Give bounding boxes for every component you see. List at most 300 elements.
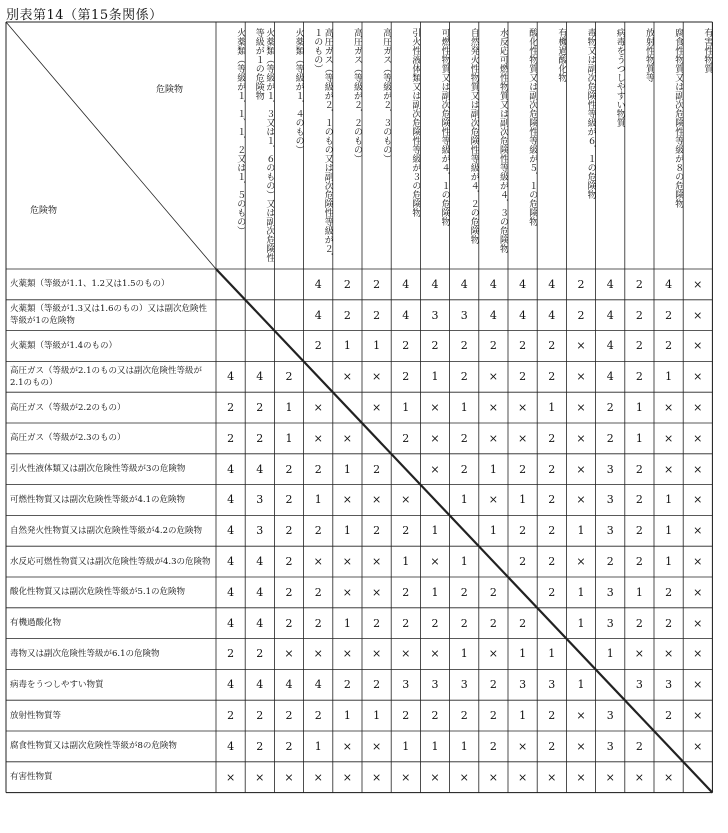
table-cell: ×	[576, 770, 586, 784]
corner-left-label: 危険物	[30, 206, 58, 216]
row-label: 火薬類（等級が1.4のもの）	[10, 340, 118, 351]
table-cell: 2	[635, 339, 643, 353]
table-cell: 3	[519, 678, 527, 692]
table-cell: 4	[227, 370, 235, 384]
table-cell	[420, 485, 449, 516]
table-cell: ×	[430, 401, 440, 415]
table-cell: 2	[285, 709, 293, 723]
table-cell: 1	[635, 431, 643, 445]
column-header: 火薬類（等級が１．１、１．２又は１．５のもの）	[235, 28, 246, 235]
table-cell: 1	[519, 493, 527, 507]
table-cell: 2	[635, 308, 643, 322]
table-cell: 1	[431, 370, 439, 384]
table-cell: ×	[430, 555, 440, 569]
table-cell: 1	[431, 739, 439, 753]
table-cell: ×	[430, 462, 440, 476]
table-cell: 2	[489, 678, 497, 692]
column-header: 有害性物質	[702, 28, 713, 73]
table-cell: 4	[227, 678, 235, 692]
table-cell	[216, 300, 245, 331]
table-cell: 4	[606, 370, 614, 384]
table-cell: 4	[606, 277, 614, 291]
table-cell: 1	[548, 401, 556, 415]
table-cell: 2	[373, 462, 381, 476]
table-cell: ×	[576, 401, 586, 415]
table-cell: 4	[519, 277, 527, 291]
table-cell: ×	[693, 431, 703, 445]
table-cell: 1	[314, 493, 322, 507]
table-cell: ×	[488, 401, 498, 415]
table-cell	[245, 300, 274, 331]
table-cell: ×	[488, 770, 498, 784]
table-cell: 3	[606, 462, 614, 476]
table-cell: 4	[519, 308, 527, 322]
row-label: 引火性液体類又は副次危険性等級が3の危険物	[10, 464, 186, 475]
table-cell: ×	[488, 370, 498, 384]
table-cell	[508, 577, 537, 608]
table-cell: 2	[519, 370, 527, 384]
table-cell: ×	[693, 616, 703, 630]
table-cell: 4	[256, 555, 264, 569]
table-cell: ×	[693, 678, 703, 692]
table-cell: 3	[431, 308, 439, 322]
table-cell: 2	[548, 339, 556, 353]
table-cell: 1	[402, 555, 410, 569]
table-cell: 2	[256, 709, 264, 723]
table-cell	[596, 669, 625, 700]
page-title: 別表第14（第15条関係）	[6, 8, 163, 23]
table-cell: ×	[313, 647, 323, 661]
table-cell: ×	[342, 370, 352, 384]
table-cell: 2	[548, 739, 556, 753]
table-cell: ×	[693, 524, 703, 538]
table-cell: ×	[693, 462, 703, 476]
row-label: 病毒をうつしやすい物質	[10, 679, 104, 690]
table-cell: 1	[460, 739, 468, 753]
table-cell: 4	[256, 678, 264, 692]
table-cell: 2	[256, 739, 264, 753]
row-label: 有機過酸化物	[10, 618, 62, 629]
table-cell: 4	[227, 585, 235, 599]
table-cell: 3	[460, 308, 468, 322]
table-cell: 2	[460, 585, 468, 599]
table-cell: ×	[255, 770, 265, 784]
column-header: 毒物又は副次危険性等級が６．１の危険物	[585, 28, 596, 199]
table-cell: 2	[548, 370, 556, 384]
table-cell: 2	[635, 616, 643, 630]
table-cell: 3	[606, 709, 614, 723]
table-cell: 1	[343, 709, 351, 723]
row-label: 有害性物質	[10, 772, 53, 783]
table-cell: 2	[548, 585, 556, 599]
table-cell: 1	[285, 401, 293, 415]
table-cell	[333, 392, 362, 423]
table-cell: ×	[401, 647, 411, 661]
table-cell: 3	[402, 678, 410, 692]
table-cell: 2	[606, 401, 614, 415]
table-cell: 4	[227, 555, 235, 569]
table-cell: 3	[665, 678, 673, 692]
table-cell: 2	[431, 616, 439, 630]
table-cell: 2	[227, 647, 235, 661]
table-cell: 1	[635, 401, 643, 415]
table-cell: 2	[314, 462, 322, 476]
table-cell: 1	[489, 524, 497, 538]
table-cell: 1	[402, 739, 410, 753]
table-cell: 4	[314, 308, 322, 322]
table-cell: ×	[342, 493, 352, 507]
table-cell: 2	[665, 308, 673, 322]
table-cell	[274, 269, 303, 300]
table-cell: 2	[343, 277, 351, 291]
table-cell: 2	[285, 462, 293, 476]
row-label: 毒物又は副次危険性等級が6.1の危険物	[10, 648, 160, 659]
table-cell: 2	[373, 308, 381, 322]
table-cell: 3	[431, 678, 439, 692]
column-header: 病毒をうつしやすい物質	[614, 28, 625, 127]
table-cell: 2	[606, 431, 614, 445]
table-cell: ×	[430, 431, 440, 445]
table-cell: 2	[402, 616, 410, 630]
table-cell: 2	[431, 339, 439, 353]
table-cell: 2	[460, 462, 468, 476]
column-header: 高圧ガス（等級が２．１のもの又は副次危険性等級が２．１のもの）	[312, 28, 333, 262]
table-cell: 2	[373, 277, 381, 291]
table-cell: 2	[665, 616, 673, 630]
table-cell: 2	[256, 401, 264, 415]
table-cell: 4	[227, 616, 235, 630]
table-cell: 2	[548, 493, 556, 507]
column-header: 高圧ガス（等級が２．３のもの）	[381, 28, 392, 163]
table-cell: 1	[665, 493, 673, 507]
table-cell: 2	[665, 585, 673, 599]
column-header: 引火性液体類又は副次危険性等級が３の危険物	[410, 28, 421, 217]
table-cell: 2	[577, 308, 585, 322]
table-cell: ×	[576, 739, 586, 753]
table-cell: 2	[373, 616, 381, 630]
table-cell: 2	[460, 709, 468, 723]
table-cell: 2	[402, 524, 410, 538]
table-cell: ×	[576, 493, 586, 507]
table-cell: ×	[517, 770, 528, 784]
table-cell: ×	[313, 401, 323, 415]
table-cell: 2	[577, 277, 585, 291]
table-cell: ×	[693, 709, 703, 723]
table-cell: ×	[488, 647, 498, 661]
table-cell: 1	[285, 431, 293, 445]
table-cell: ×	[693, 370, 703, 384]
row-label: 可燃性物質又は副次危険性等級が4.1の危険物	[10, 494, 186, 505]
table-cell: ×	[401, 770, 411, 784]
table-cell: 2	[548, 555, 556, 569]
row-label: 火薬類（等級が1.3又は1.6のもの）又は副次危険性等級が1の危険物	[10, 304, 208, 327]
column-header: 水反応可燃性物質又は副次危険性等級が４．３の危険物	[497, 28, 508, 253]
table-cell: 1	[460, 555, 468, 569]
table-cell: ×	[634, 770, 644, 784]
table-cell: 4	[431, 277, 439, 291]
table-cell: 2	[548, 431, 556, 445]
table-cell: 2	[256, 431, 264, 445]
table-cell: 1	[519, 709, 527, 723]
table-cell: 2	[635, 739, 643, 753]
table-cell: 2	[285, 555, 293, 569]
table-cell: 4	[402, 277, 410, 291]
table-cell: 2	[460, 370, 468, 384]
table-cell: 2	[227, 401, 235, 415]
table-cell: 1	[402, 401, 410, 415]
table-cell: 1	[519, 647, 527, 661]
table-cell: ×	[371, 555, 382, 569]
table-cell: 4	[314, 678, 322, 692]
table-cell: 4	[227, 493, 235, 507]
table-cell: ×	[342, 647, 352, 661]
table-cell: ×	[459, 770, 469, 784]
table-cell: ×	[663, 431, 674, 445]
table-cell: 2	[460, 616, 468, 630]
table-cell: 4	[489, 308, 497, 322]
table-cell: ×	[517, 401, 528, 415]
table-cell: ×	[547, 770, 557, 784]
table-cell: 4	[256, 585, 264, 599]
table-cell: 2	[285, 524, 293, 538]
column-header: 有機過酸化物	[556, 28, 567, 82]
table-cell: 2	[606, 555, 614, 569]
table-cell: ×	[284, 647, 294, 661]
table-cell: 3	[256, 524, 264, 538]
table-cell: 1	[343, 462, 351, 476]
table-cell: 4	[606, 339, 614, 353]
table-cell: 4	[227, 739, 235, 753]
table-cell: ×	[693, 647, 703, 661]
table-cell: 2	[489, 739, 497, 753]
column-header: 高圧ガス（等級が２．２のもの）	[351, 28, 362, 163]
table-cell	[274, 300, 303, 331]
table-cell: ×	[576, 339, 586, 353]
table-cell: ×	[576, 431, 586, 445]
column-header: 腐食性物質又は副次危険性等級が８の危険物	[673, 28, 684, 208]
row-label: 放射性物質等	[10, 710, 62, 721]
table-cell: 3	[606, 524, 614, 538]
table-cell	[625, 700, 654, 731]
table-cell: ×	[342, 739, 352, 753]
table-cell: 2	[635, 555, 643, 569]
table-cell: 2	[548, 462, 556, 476]
table-cell	[391, 454, 420, 485]
table-cell: ×	[663, 647, 674, 661]
table-cell: 1	[314, 739, 322, 753]
table-cell	[537, 608, 566, 639]
table-cell: ×	[693, 739, 703, 753]
table-cell: 1	[665, 555, 673, 569]
table-cell: ×	[576, 709, 586, 723]
table-cell: 2	[489, 616, 497, 630]
column-header: 火薬類（等級が１．３又は１．６のもの）又は副次危険性等級が１の危険物	[253, 28, 275, 262]
table-cell: ×	[576, 370, 586, 384]
table-cell: 1	[343, 339, 351, 353]
table-cell: 1	[489, 462, 497, 476]
table-cell: 2	[635, 462, 643, 476]
table-cell: 2	[373, 524, 381, 538]
table-cell	[566, 639, 595, 670]
table-cell: 1	[577, 585, 585, 599]
table-cell: ×	[371, 401, 382, 415]
table-cell: 2	[285, 585, 293, 599]
table-cell: ×	[313, 555, 323, 569]
table-cell: 1	[577, 524, 585, 538]
table-cell: ×	[371, 770, 382, 784]
table-cell: 2	[519, 555, 527, 569]
table-cell: 3	[606, 493, 614, 507]
table-cell: 4	[489, 277, 497, 291]
table-cell: ×	[342, 555, 352, 569]
table-cell: 2	[285, 739, 293, 753]
table-cell: ×	[342, 585, 352, 599]
column-header: 火薬類（等級が１．４のもの）	[293, 28, 304, 154]
table-cell: 2	[314, 339, 322, 353]
table-cell	[683, 762, 712, 793]
table-cell: 1	[343, 616, 351, 630]
table-cell: 4	[460, 277, 468, 291]
table-cell: ×	[693, 585, 703, 599]
table-cell: 2	[402, 370, 410, 384]
table-cell: ×	[371, 493, 382, 507]
table-cell: ×	[371, 739, 382, 753]
row-label: 高圧ガス（等級が2.1のもの又は副次危険性等級が2.1のもの）	[10, 365, 203, 388]
table-cell: 4	[548, 277, 556, 291]
table-cell: 2	[460, 431, 468, 445]
table-cell: 2	[519, 339, 527, 353]
table-cell: 4	[256, 616, 264, 630]
table-cell: 2	[489, 709, 497, 723]
table-cell: 1	[373, 339, 381, 353]
table-cell	[216, 269, 245, 300]
table-cell: ×	[371, 647, 382, 661]
table-cell: 1	[460, 401, 468, 415]
row-label: 酸化性物質又は副次危険性等級が5.1の危険物	[10, 587, 186, 598]
table-cell	[274, 331, 303, 362]
table-cell: 2	[314, 616, 322, 630]
table-cell: 4	[285, 678, 293, 692]
table-cell: 1	[577, 616, 585, 630]
table-cell: 2	[402, 339, 410, 353]
row-label: 火薬類（等級が1.1、1.2又は1.5のもの）	[10, 279, 170, 290]
row-label: 高圧ガス（等級が2.2のもの）	[10, 402, 126, 413]
table-cell	[450, 515, 479, 546]
column-header: 可燃性物質又は副次危険性等級が４．１の危険物	[439, 28, 450, 226]
table-cell: 2	[489, 585, 497, 599]
table-cell: 3	[548, 678, 556, 692]
table-cell: 2	[460, 339, 468, 353]
table-cell: 1	[373, 709, 381, 723]
table-cell: 3	[606, 585, 614, 599]
table-cell: 2	[489, 339, 497, 353]
table-cell: 2	[373, 678, 381, 692]
table-cell: 2	[635, 524, 643, 538]
table-cell: ×	[693, 308, 703, 322]
table-cell: 2	[285, 370, 293, 384]
table-cell: ×	[430, 770, 440, 784]
table-cell: 2	[256, 647, 264, 661]
table-cell: ×	[693, 493, 703, 507]
column-header: 自然発火性物質又は副次危険性等級が４．２の危険物	[468, 28, 479, 244]
table-cell: 1	[635, 585, 643, 599]
table-cell	[654, 731, 683, 762]
table-cell: 1	[460, 493, 468, 507]
row-label: 高圧ガス（等級が2.3のもの）	[10, 433, 126, 444]
table-cell: 4	[665, 277, 673, 291]
column-header: 酸化性物質又は副次危険性等級が５．１の危険物	[527, 28, 538, 226]
table-cell: 4	[256, 462, 264, 476]
table-cell: 1	[577, 678, 585, 692]
table-cell	[479, 546, 508, 577]
table-cell: 3	[460, 678, 468, 692]
table-cell: 2	[343, 678, 351, 692]
table-cell: 1	[460, 647, 468, 661]
table-cell: 4	[402, 308, 410, 322]
table-cell: ×	[488, 431, 498, 445]
table-cell	[362, 423, 391, 454]
table-cell: ×	[693, 277, 703, 291]
table-cell: ×	[401, 493, 411, 507]
table-cell: 4	[548, 308, 556, 322]
row-label: 自然発火性物質又は副次危険性等級が4.2の危険物	[10, 525, 203, 536]
table-cell: 2	[227, 709, 235, 723]
table-cell: 4	[256, 370, 264, 384]
table-cell: ×	[663, 770, 674, 784]
table-cell: 2	[548, 524, 556, 538]
table-cell: ×	[284, 770, 294, 784]
table-cell: ×	[342, 770, 352, 784]
table-cell: 2	[635, 493, 643, 507]
table-cell: 3	[606, 616, 614, 630]
table-cell: 2	[314, 524, 322, 538]
table-cell: ×	[663, 401, 674, 415]
table-cell: 2	[665, 709, 673, 723]
corner-diagonal	[6, 22, 216, 269]
table-cell: ×	[342, 431, 352, 445]
table-cell: 4	[606, 308, 614, 322]
table-cell: 2	[548, 709, 556, 723]
table-cell	[245, 331, 274, 362]
table-cell: ×	[371, 370, 382, 384]
table-cell: 2	[519, 616, 527, 630]
table-cell: 2	[285, 616, 293, 630]
table-cell: 2	[402, 431, 410, 445]
table-cell: ×	[430, 647, 440, 661]
table-cell: 2	[519, 462, 527, 476]
table-cell: 1	[431, 524, 439, 538]
table-cell: 1	[343, 524, 351, 538]
table-cell: ×	[225, 770, 236, 784]
table-cell: ×	[313, 431, 323, 445]
table-cell: 1	[548, 647, 556, 661]
table-cell: 2	[314, 709, 322, 723]
corner-top-label: 危険物	[156, 85, 184, 95]
table-cell	[304, 361, 333, 392]
table-cell: ×	[634, 647, 644, 661]
table-cell: ×	[576, 462, 586, 476]
table-cell: ×	[693, 401, 703, 415]
table-cell: ×	[693, 339, 703, 353]
table-cell	[216, 331, 245, 362]
table-cell: 2	[665, 339, 673, 353]
table-cell	[245, 269, 274, 300]
table-cell: ×	[663, 462, 674, 476]
table-cell: ×	[488, 493, 498, 507]
table-cell: 4	[227, 462, 235, 476]
table-cell: ×	[313, 770, 323, 784]
table-cell: ×	[371, 585, 382, 599]
